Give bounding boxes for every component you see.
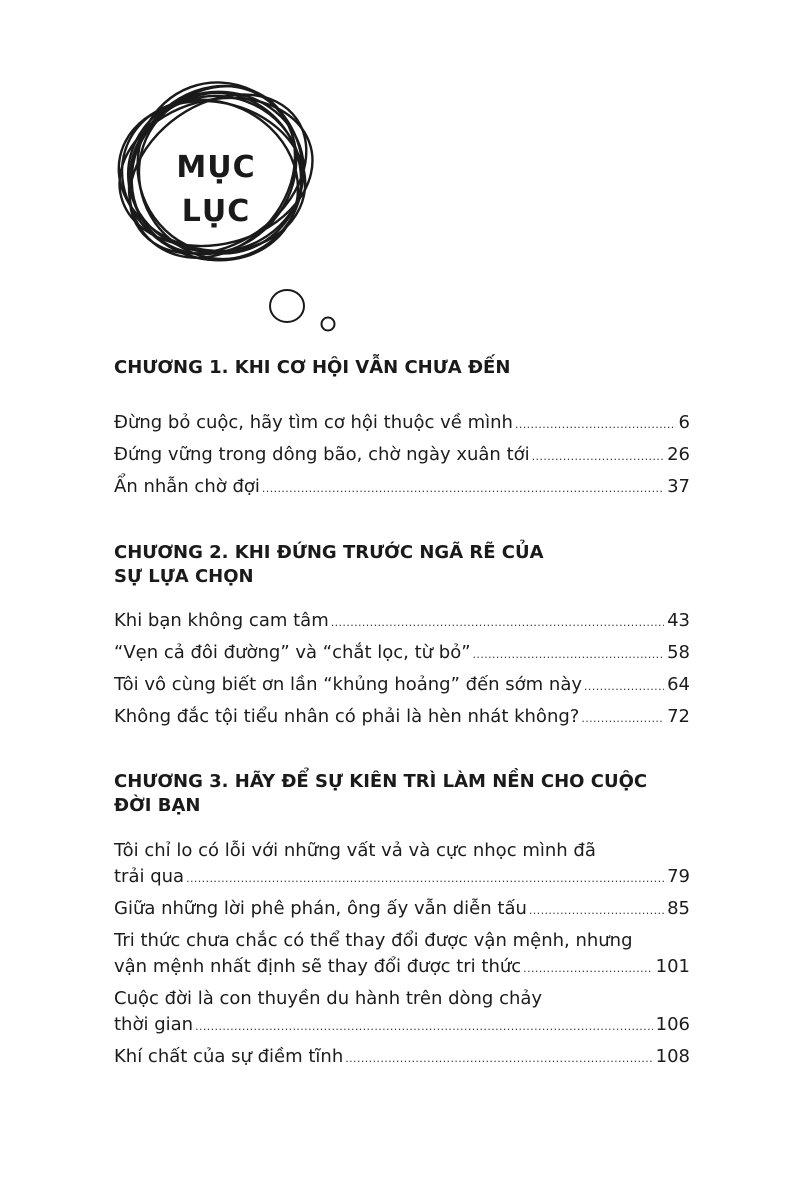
entry-page: 26 bbox=[667, 444, 690, 465]
toc-entry[interactable] bbox=[114, 704, 690, 732]
toc-entry[interactable] bbox=[114, 474, 690, 502]
bubble-small bbox=[322, 318, 335, 331]
dot-leader bbox=[529, 898, 664, 924]
title-line-1: MỤC bbox=[176, 150, 256, 185]
dot-leader bbox=[581, 706, 664, 732]
dot-leader bbox=[186, 866, 664, 892]
entry-title: Tôi vô cùng biết ơn lần “khủng hoảng” đến sớm này bbox=[114, 674, 583, 695]
toc-entry[interactable] bbox=[114, 410, 690, 438]
chapter-2-heading-line-1: CHƯƠNG 2. KHI ĐỨNG TRƯỚC NGÃ RẼ CỦA bbox=[114, 542, 544, 563]
chapter-3-heading bbox=[114, 770, 704, 818]
dot-leader bbox=[473, 642, 665, 668]
entry-page: 106 bbox=[655, 1014, 690, 1035]
entry-title-line-1: Tri thức chưa chắc có thể thay đổi được vận mệnh, nhưng bbox=[114, 930, 633, 951]
entry-title: Khí chất của sự điềm tĩnh bbox=[114, 1046, 344, 1067]
entry-title: Ẩn nhẫn chờ đợi bbox=[114, 476, 260, 497]
toc-entry[interactable] bbox=[114, 442, 690, 470]
entry-title: “Vẹn cả đôi đường” và “chắt lọc, từ bỏ” bbox=[114, 642, 471, 663]
entry-page: 43 bbox=[667, 610, 690, 631]
entry-page: 79 bbox=[667, 866, 690, 887]
toc-entry[interactable] bbox=[114, 986, 690, 1040]
dot-leader bbox=[331, 610, 664, 636]
entry-title-line-2: trải qua bbox=[114, 866, 185, 887]
chapter-1-heading: CHƯƠNG 1. KHI CƠ HỘI VẪN CHƯA ĐẾN bbox=[114, 357, 511, 378]
entry-title: Đừng bỏ cuộc, hãy tìm cơ hội thuộc về mình bbox=[114, 412, 513, 433]
entry-title: Không đắc tội tiểu nhân có phải là hèn nhát không? bbox=[114, 706, 580, 727]
bubble-large bbox=[270, 290, 304, 322]
page-title bbox=[150, 146, 282, 234]
dot-leader bbox=[532, 444, 664, 470]
entry-title: Khi bạn không cam tâm bbox=[114, 610, 329, 631]
chapter-3-heading-line-2: ĐỜI BẠN bbox=[114, 795, 201, 816]
title-line-2: LỤC bbox=[181, 194, 251, 229]
entry-page: 85 bbox=[667, 898, 690, 919]
entry-title-line-2: vận mệnh nhất định sẽ thay đổi được tri thức bbox=[114, 956, 522, 977]
dot-leader bbox=[262, 476, 664, 502]
toc-entry[interactable] bbox=[114, 928, 690, 982]
toc-entry[interactable] bbox=[114, 1044, 690, 1072]
entry-page: 108 bbox=[655, 1046, 690, 1067]
dot-leader bbox=[584, 674, 664, 700]
entry-page: 64 bbox=[667, 674, 690, 695]
chapter-3-heading-line-1: CHƯƠNG 3. HÃY ĐỂ SỰ KIÊN TRÌ LÀM NỀN CHO CUỘC bbox=[114, 771, 648, 792]
dot-leader bbox=[345, 1046, 652, 1072]
entry-title: Đứng vững trong dông bão, chờ ngày xuân tới bbox=[114, 444, 530, 465]
entry-page: 58 bbox=[667, 642, 690, 663]
entry-title-line-1: Cuộc đời là con thuyền du hành trên dòng chảy bbox=[114, 988, 543, 1009]
dot-leader bbox=[195, 1014, 653, 1040]
entry-page: 37 bbox=[667, 476, 690, 497]
entry-page: 72 bbox=[667, 706, 690, 727]
toc-entry[interactable] bbox=[114, 608, 690, 636]
toc-entry[interactable] bbox=[114, 896, 690, 924]
entry-title-line-1: Tôi chỉ lo có lỗi với những vất vả và cực nhọc mình đã bbox=[114, 840, 596, 861]
toc-entry[interactable] bbox=[114, 672, 690, 700]
toc-entry[interactable] bbox=[114, 838, 690, 892]
entry-title-line-2: thời gian bbox=[114, 1014, 194, 1035]
dot-leader bbox=[523, 956, 652, 982]
chapter-2-heading-line-2: SỰ LỰA CHỌN bbox=[114, 566, 254, 587]
entry-title: Giữa những lời phê phán, ông ấy vẫn diễn tấu bbox=[114, 898, 527, 919]
toc-entry[interactable] bbox=[114, 640, 690, 668]
chapter-2-heading bbox=[114, 541, 704, 589]
entry-page: 101 bbox=[655, 956, 690, 977]
entry-page: 6 bbox=[678, 412, 690, 433]
dot-leader bbox=[515, 412, 676, 438]
